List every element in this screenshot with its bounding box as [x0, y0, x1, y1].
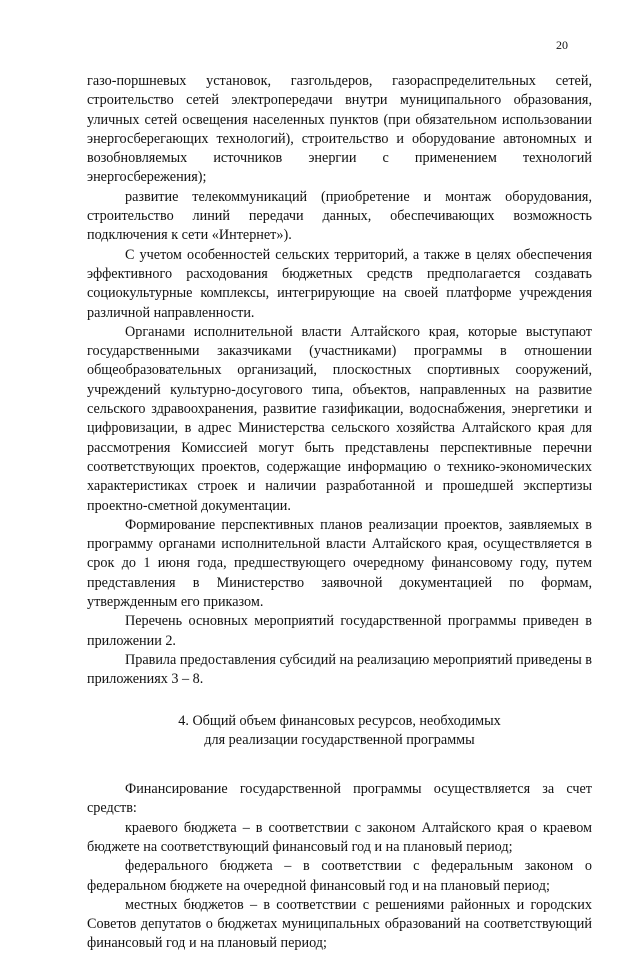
paragraph-appendix-3-8: Правила предоставления субсидий на реализацию мероприятий приведены в приложениях 3 – 8. — [87, 651, 592, 688]
document-body — [87, 72, 592, 954]
paragraph-planning: Формирование перспективных планов реализации проектов, заявляемых в программу органами исполнительной власти Алтайского края, осуществляется в срок до 1 июня года, предшествующего очередному финансовому году, путем представления в Министерство заявочной документацией по формам, утвержденным его приказом. — [87, 516, 592, 611]
paragraph-telecom: развитие телекоммуникаций (приобретение и монтаж оборудования, строительство линий передачи данных, обеспечивающих возможность подключения к сети «Интернет»). — [87, 188, 592, 244]
section-heading-line-1: 4. Общий объем финансовых ресурсов, необходимых — [178, 712, 501, 729]
paragraph-appendix-2: Перечень основных мероприятий государственной программы приведен в приложении 2. — [87, 613, 592, 649]
paragraph-regional-budget: краевого бюджета – в соответствии с законом Алтайского края о краевом бюджете на соответствующий финансовый год и на плановый период; — [87, 819, 592, 855]
paragraph-executive-bodies: Органами исполнительной власти Алтайского края, которые выступают государственными заказчиками (участниками) программы в отношении общеобразовательных организаций, плоскостных спортивных сооружений, учреждений культурно-досугового типа, объектов, направленных на развитие сельского здравоохранения, развитие газификации, водоснабжения, энергетики и цифровизации, в адрес Министерства сельского хозяйства Алтайского края для рассмотрения Комиссией могут быть представлены перспективные перечни соответствующих проектов, содержащие информацию о технико-экономических характеристиках строек и наличии разработанной и прошедшей экспертизы проектно-сметной документации. — [87, 323, 592, 514]
paragraph-local-budgets: местных бюджетов – в соответствии с решениями районных и городских Советов депутатов о бюджетах муниципальных образований на соответствующий финансовый год и на плановый период; — [87, 896, 592, 952]
paragraph-gas-energy: газо-поршневых установок, газгольдеров, газораспределительных сетей, строительство сетей электропередачи внутри муниципального образования, уличных сетей освещения населенных пунктов (при обязательном использовании энергосберегающих технологий), строительство и оборудование автономных и возобновляемых источников энергии с применением технологий энергосбережения); — [87, 73, 592, 186]
section-heading-line-2: для реализации государственной программы — [204, 731, 475, 748]
paragraph-federal-budget: федерального бюджета – в соответствии с федеральным законом о федеральном бюджете на очередной финансовый год и на плановый период; — [87, 858, 592, 894]
section-heading — [87, 712, 592, 751]
paragraph-sociocultural: С учетом особенностей сельских территорий, а также в целях обеспечения эффективного расходования бюджетных средств предполагается создавать социокультурные комплексы, интегрирующие на своей платформе учреждения различной направленности. — [87, 246, 592, 321]
page-number: 20 — [556, 38, 568, 52]
paragraph-financing: Финансирование государственной программы осуществляется за счет средств: — [87, 781, 592, 817]
